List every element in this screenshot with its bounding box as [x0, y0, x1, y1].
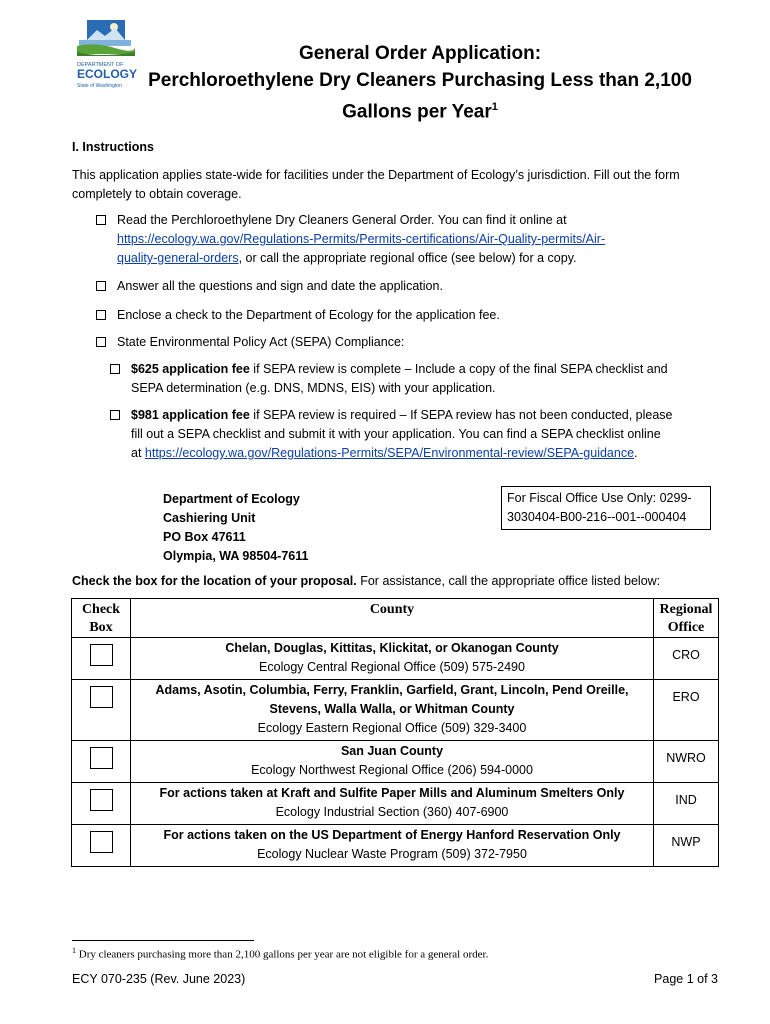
table-row: For actions taken at Kraft and Sulfite Paper Mills and Aluminum Smelters Only Ecology Industrial Section (360) 407-6900 IND — [72, 783, 719, 825]
title-footnote-ref: 1 — [491, 101, 498, 113]
title-line-2: Perchloroethylene Dry Cleaners Purchasing Less than 2,100 — [148, 70, 692, 91]
table-row: For actions taken on the US Department of Energy Hanford Reservation Only Ecology Nuclear Waste Program (509) 372-7950 NWP — [72, 825, 719, 867]
section-heading-instructions: I. Instructions — [72, 140, 154, 154]
checkbox-answer-questions[interactable] — [96, 281, 106, 291]
svg-text:State of Washington: State of Washington — [77, 83, 122, 89]
table-row: Adams, Asotin, Columbia, Ferry, Franklin, Garfield, Grant, Lincoln, Pend Oreille, Stevens, Walla Walla, or Whitman County Ecology Eastern Regional Office (509) 329-3400 ERO — [72, 680, 719, 741]
checkbox-enclose-check[interactable] — [96, 310, 106, 320]
title-line-3: Gallons per Year$^1$ — [342, 101, 498, 123]
general-order-link-cont[interactable]: quality-general-orders — [117, 251, 239, 265]
checkbox-fee-981[interactable] — [110, 410, 120, 420]
svg-text:ECOLOGY: ECOLOGY — [77, 67, 137, 81]
location-instruction: Check the box for the location of your proposal. For assistance, call the appropriate office listed below: — [72, 574, 661, 588]
location-checkbox-nwp[interactable] — [90, 831, 113, 853]
svg-text:DEPARTMENT OF: DEPARTMENT OF — [77, 62, 124, 68]
instructions-intro: This application applies state-wide for facilities under the Department of Ecology’s jurisdiction. Fill out the form completely to obtain coverage. — [72, 168, 680, 201]
header-county: County — [131, 599, 654, 638]
page-number: Page 1 of 3 — [654, 972, 718, 986]
sepa-guidance-link[interactable]: https://ecology.wa.gov/Regulations-Permits/SEPA/Environmental-review/SEPA-guidance — [144, 446, 635, 460]
location-checkbox-ero[interactable] — [90, 686, 113, 708]
table-header-row — [72, 599, 719, 638]
title-line-1: General Order Application: — [298, 43, 542, 64]
header-check-box: Check Box — [72, 599, 131, 638]
location-checkbox-ind[interactable] — [90, 789, 113, 811]
table-row: San Juan County Ecology Northwest Regional Office (206) 594-0000 NWRO — [72, 741, 719, 783]
fiscal-office-box: For Fiscal Office Use Only: 0299- 3030404-B00-216--001--000404 — [501, 486, 711, 530]
form-id: ECY 070-235 (Rev. June 2023) — [72, 972, 246, 986]
page-title — [120, 40, 720, 125]
footnote: $^1$ Dry cleaners purchasing more than 2,100 gallons per year are not eligible for a general order. — [72, 946, 489, 961]
location-checkbox-nwro[interactable] — [90, 747, 113, 769]
table-row: Chelan, Douglas, Kittitas, Klickitat, or Okanogan County Ecology Central Regional Office (509) 575-2490 CRO — [72, 638, 719, 680]
location-checkbox-cro[interactable] — [90, 644, 113, 666]
footnote-divider — [72, 940, 254, 941]
general-order-link[interactable]: https://ecology.wa.gov/Regulations-Permits/Permits-certifications/Air-Quality-permits/Air- — [117, 232, 606, 246]
location-table — [71, 598, 719, 867]
checkbox-read-order[interactable] — [96, 215, 106, 225]
checkbox-sepa[interactable] — [96, 337, 106, 347]
mailing-address: Department of Ecology Cashiering Unit PO Box 47611 Olympia, WA 98504-7611 — [163, 492, 309, 563]
header-regional-office: Regional Office — [654, 599, 719, 638]
checkbox-fee-625[interactable] — [110, 364, 120, 374]
